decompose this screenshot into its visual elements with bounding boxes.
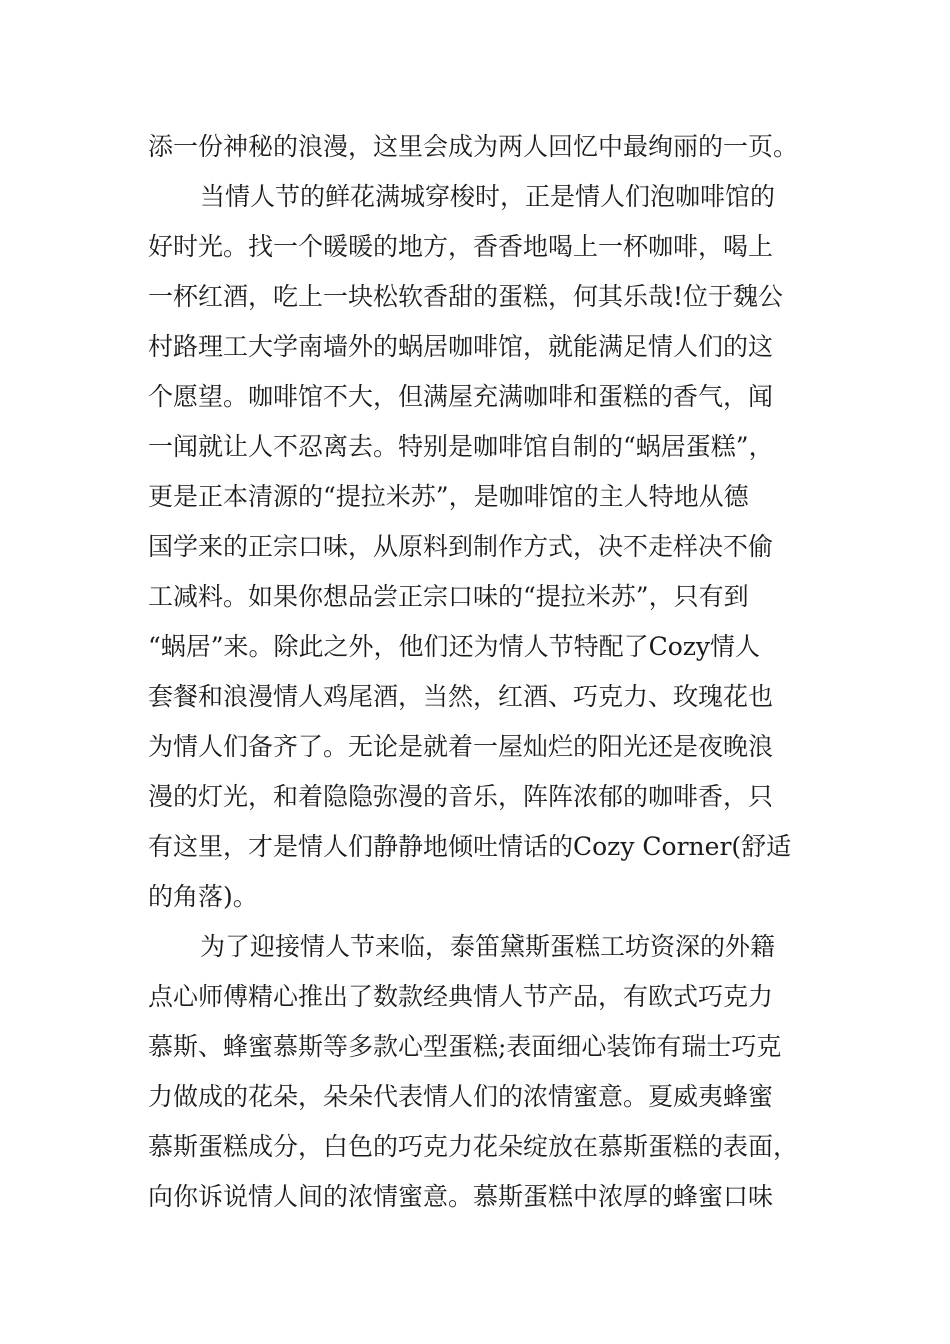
text-line: 的角落)。 [148,882,258,911]
text-line: 工减料。如果你想品尝正宗口味的“提拉米苏”，只有到 [148,582,749,611]
text-line: 好时光。找一个暖暖的地方，香香地喝上一杯咖啡，喝上 [148,232,774,261]
text-line: 更是正本清源的“提拉米苏”，是咖啡馆的主人特地从德 [148,482,749,511]
text-line: “蜗居”来。除此之外，他们还为情人节特配了Cozy情人 [148,632,761,661]
text-line: 慕斯、蜂蜜慕斯等多款心型蛋糕;表面细心装饰有瑞士巧克 [148,1032,782,1061]
text-line: 套餐和浪漫情人鸡尾酒，当然，红酒、巧克力、玫瑰花也 [148,682,774,711]
text-line: 一闻就让人不忍离去。特别是咖啡馆自制的“蜗居蛋糕”， [148,432,774,461]
text-line: 村路理工大学南墙外的蜗居咖啡馆，就能满足情人们的这 [148,332,774,361]
text-line: 一杯红酒，吃上一块松软香甜的蛋糕，何其乐哉!位于魏公 [148,282,784,311]
text-line: 向你诉说情人间的浓情蜜意。慕斯蛋糕中浓厚的蜂蜜口味 [148,1182,774,1211]
paragraph-start-line: 当情人节的鲜花满城穿梭时，正是情人们泡咖啡馆的 [200,182,776,211]
text-line: 为情人们备齐了。无论是就着一屋灿烂的阳光还是夜晚浪 [148,732,774,761]
text-line: 慕斯蛋糕成分，白色的巧克力花朵绽放在慕斯蛋糕的表面， [148,1132,799,1161]
text-line: 国学来的正宗口味，从原料到制作方式，决不走样决不偷 [148,532,774,561]
text-line: 个愿望。咖啡馆不大，但满屋充满咖啡和蛋糕的香气，闻 [148,382,774,411]
text-line: 力做成的花朵，朵朵代表情人们的浓情蜜意。夏威夷蜂蜜 [148,1082,774,1111]
text-line: 点心师傅精心推出了数款经典情人节产品，有欧式巧克力 [148,982,774,1011]
text-line: 添一份神秘的浪漫，这里会成为两人回忆中最绚丽的一页。 [148,132,799,161]
text-line: 漫的灯光，和着隐隐弥漫的音乐，阵阵浓郁的咖啡香，只 [148,782,774,811]
text-line: 有这里，才是情人们静静地倾吐情话的Cozy Corner(舒适 [148,832,792,861]
paragraph-start-line: 为了迎接情人节来临，泰笛黛斯蛋糕工坊资深的外籍 [200,932,776,961]
